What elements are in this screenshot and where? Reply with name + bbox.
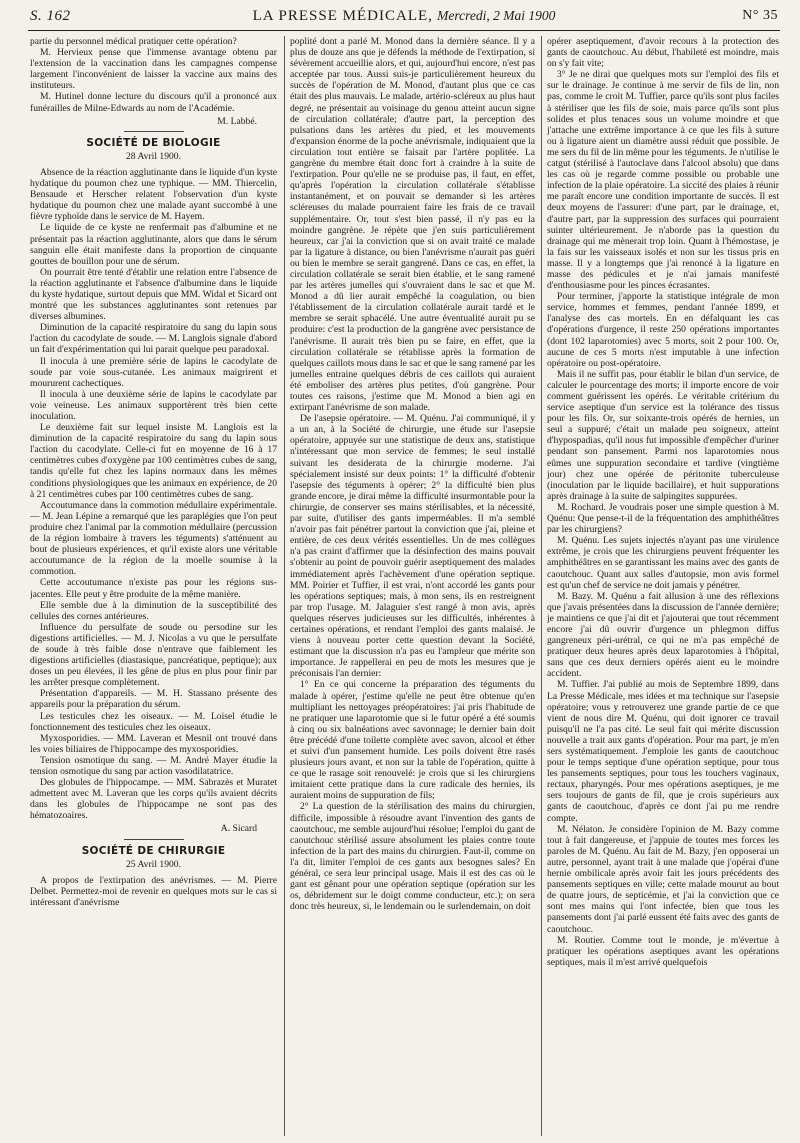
paragraph: M. Bazy. M. Quénu a fait allusion à une des réflexions que j'avais présentées dans la discussion de l'année dernière; je maintiens ce que j'ai dit et j'ajouterai que tout récemment encore j'ai dû ouvrir d'urgence un phlegmon diffus gangreneux péri-urétral, ce qui ne m'a pas empêché de pratiquer deux heures après deux laparotomies à l'hôpital, sans que ces deux derniers opérés aient eu le moindre accident. [547,590,779,680]
paragraph: Des globules de l'hippocampe. — MM. Sabrazès et Muratet admettent avec M. Laveran que les corps qu'ils avaient décrits dans les globules de l'hippocampe ne sont pas des hématozoaires. [30,777,277,822]
paragraph: M. Quénu. Les sujets injectés n'ayant pas une virulence extrême, je crois que les chirurgiens peuvent fréquenter les amphithéâtres en se garantissant les mains avec des gants de caoutchouc. Quant aux salles d'autopsie, mon avis formel est qu'un chef de service ne doit jamais y pénétrer. [547,535,779,591]
paragraph: M. Routier. Comme tout le monde, je m'évertue à pratiquer les opérations aseptiques avant les opérations septiques, mais il m'est arrivé quelquefois [547,934,779,968]
paragraph: Myxosporidies. — MM. Laveran et Mesnil ont trouvé dans les voies biliaires de l'hippocampe des myxosporidies. [30,732,277,755]
paragraph: Présentation d'appareils. — M. H. Stassano présente des appareils pour la préparation du sérum. [30,688,277,711]
section-separator [124,131,184,132]
signature: M. Labbé. [217,115,257,127]
paragraph: Influence du persulfate de soude ou persodine sur les digestions artificielles. — M. J. Nicolas a vu que le persulfate de soude à très faible dose n'entrave que faiblement les digestions artificielles (diastasique, pancréatique, peptique); aux doses un peu élevées, il les gêne de plus en plus pour finir par les arrêter presque complètement. [30,621,277,689]
header-rule [28,30,780,31]
column-divider [541,36,542,1136]
paragraph: M. Tuffier. J'ai publié au mois de Septembre 1899, dans La Presse Médicale, mes idées et ma technique sur l'asepsie opératoire; vous y retrouverez une grande partie de ce que vient de nous dire M. Quénu, qui doit ignorer ce travail puisqu'il ne l'a pas cité. Le seul fait qui mérite discussion nouvelle a trait aux gants d'opération. Pour ma part, je m'en sers systématiquement. J'emploie les gants de caoutchouc pour le temps septique d'une opération septique, pour tous les pansements septiques, pour tous les touchers vaginaux, rectaux, pharyngés. Pour mes opérations aseptiques, je me sers toujours de gants de fil, que je crois supérieurs aux gants de caoutchouc, d'après ce dont j'ai pu me rendre compte. [547,679,779,824]
paragraph: partie du personnel médical pratiquer cette opération? [30,36,237,47]
paragraph: M. Rochard. Je voudrais poser une simple question à M. Quénu: Que pense-t-il de la fréquentation des amphithéâtres par les chirurgiens? [547,501,779,536]
page-number: S. 162 [30,8,71,24]
section-heading: SOCIÉTÉ DE CHIRURGIE [81,844,226,857]
journal-title [30,8,778,25]
paragraph: opérer aseptiquement, d'avoir recours à la protection des gants de caoutchouc. Au début, l'habileté est moindre, mais on s'y fait vite; [547,36,779,70]
column-divider [284,36,285,1136]
paragraph: Diminution de la capacité respiratoire du sang du lapin sous l'action du cacodylate de soude. — M. Langlois signale d'abord un fait d'expérimentation qui lui parait quelque peu paradoxal. [30,322,277,356]
section-date: 28 Avril 1900. [126,150,181,162]
column-3 [547,36,779,1134]
paragraph: 3° Je ne dirai que quelques mots sur l'emploi des fils et sur le drainage. Je continue à me servir de fils de lin, non pas, comme le croit M. Tuffier, parce qu'ils sont plus faciles à stériliser que les fils de soie, mais parce qu'ils sont plus solides et plus tenaces sous un volume moindre et que j'attache une extrême importance à ce que les fils à suture ou à ligature aient un diamètre aussi réduit que possible. Je me sers du fil de lin même pour les téguments. Je n'utilise le catgut (stérilisé à l'autoclave dans l'alcool absolu) que dans les cas où je regarde comme possible ou probable une infection de la plaie opératoire. La siccité des plaies à réunir me paraît encore une condition importante de succès. Il est deux moyens de l'assurer: d'une part, par le drainage, et, d'autre part, par la suppression des surfaces qui pourraient suinter ultérieurement. Je n'aborde pas la question du drainage qui me mènerait trop loin. Quant à l'hémostase, je la fais sur les vaisseaux isolés et non sur les tissus pris en masse. Il y a longtemps que j'ai renoncé à la ligature en masse des pédicules et je n'ai jamais manifesté d'enthousiasme pour les pinces écrasantes. [547,69,779,292]
paragraph: Le liquide de ce kyste ne renfermait pas d'albumine et ne présentait pas la réaction agglutinante, alors que dans le sérum sanguin elle était manifeste dans la proportion de cinquante gouttes de bouillon pour une de sérum. [30,222,277,267]
paragraph: 1° En ce qui concerne la préparation des téguments du malade à opérer, j'estime qu'elle ne peut être obtenue qu'en multipliant les nettoyages préopératoires: j'ai pris l'habitude de ne pratiquer une laparotomie que si le futur opéré a été soumis à cinq ou six balnéations avec savonnage; le dernier bain doit être précédé d'une toilette complète avec savon, alcool et éther et suivi d'un pansement humide. Les poils doivent être rasés plusieurs jours avant, et non sur la table de l'opération, quitte à ce que le rasage soit renouvelé: je crois que si les chirurgiens imitaient cette pratique dans la cure radicale des hernies, ils auraient moins de suppuration de fils; [290,679,535,802]
paragraph: Les testicules chez les oiseaux. — M. Loisel étudie le fonctionnement des testicules chez les oiseaux. [30,710,277,733]
paragraph: On pourrait être tenté d'établir une relation entre l'absence de la réaction agglutinante et l'absence d'albumine dans le liquide du kyste hydatique, surtout depuis que MM. Widal et Sicard ont montré que les substances agglutinantes sont retenues par diverses albumines. [30,266,277,323]
paragraph: Mais il ne suffit pas, pour établir le bilan d'un service, de calculer le pourcentage des morts; il importe encore de voir comment guérissent les opérés. Le véritable critérium du service aseptique d'un service est la tolérance des tissus pour les fils. Or, sur soixante-trois opérés de hernies, un seul a suppuré; c'était un malade peu soigneux, atteint d'hypospadias, qu'il nous fut impossible d'empêcher d'uriner pendant son pansement. Parmi nos laparotomies nous eûmes une suppuration secondaire et tardive (vingtième jour) chez une opérée de péritonite tuberculeuse (inoculation par le liquide bacillaire), et huit suppurations après drainage à la suite de salpingites suppurées. [547,368,779,502]
paragraph: Il inocula à une deuxième série de lapins le cacodylate par voie veineuse. Les animaux supportèrent très bien cette inoculation. [30,388,277,422]
journal-name: LA PRESSE MÉDICALE, [252,8,433,24]
running-header [30,6,778,28]
paragraph: A propos de l'extirpation des anévrismes. — M. Pierre Delbet. Permettez-moi de revenir en quelques mots sur le cas si intéressant d'anévrisme [30,874,277,908]
paragraph: Pour terminer, j'apporte la statistique intégrale de mon service, hommes et femmes, pendant l'année 1899, et l'analyse des cas mortels. En en défalquant les cas d'opérations d'urgence, il reste 250 opérations importantes (dont 102 laparotomies) avec 5 morts, soit 2 pour 100. Or, aucune de ces 5 morts n'est imputable à une infection opératoire ou post-opératoire. [547,291,779,369]
column-2 [290,36,535,1134]
paragraph: De l'asepsie opératoire. — M. Quénu. J'ai communiqué, il y a un an, à la Société de chirurgie, une étude sur l'asepsie opératoire, appuyée sur une statistique de deux ans, statistique n'intéressant que mon service de femmes; le seul installé suivant les desiderata de la chirurgie moderne. J'ai spécialement insisté sur deux points: 1° la difficulté d'obtenir l'asepsie des téguments à opérer; 2° la difficulté bien plus grande encore, je dirai même la difficulté insurmontable pour la chirurgie, de conserver ses mains stérilisables, et la nécessité, par suite, d'utiliser des gants imperméables. Il m'a semblé n'avoir pas fait pénétrer partout la conviction que j'ai, pleine et entière, de ces deux vérités essentielles. Un de mes collègues n'a pas craint d'affirmer que la désinfection des mains pouvait s'obtenir au point de pouvoir guérir aseptiquement des malades immédiatement après l'achèvement d'une opération septique. MM. Poirier et Tuffier, il est vrai, n'ont accordé les gants pour les opérations septiques; mais, à mon sens, ils en restreignent par trop l'usage. M. Jalaguier s'est rangé à mon avis, après quelques réserves judicieuses sur les difficultés, inhérentes à certaines opérations, et rendant l'emploi des gants malaisé. Je viens à nouveau porter cette question devant la Société, estimant que la discussion n'a pas eu l'ampleur que mérite son importance. Je rappellerai en peu de mots les mesures que je préconisais l'an dernier: [290,413,535,680]
paragraph: Cette accoutumance n'existe pas pour les régions sus-jacentes. Elle peut y être produite de la même manière. [30,577,277,600]
paragraph: Il inocula à une première série de lapins le cacodylate de soude par voie sous-cutanée. Les animaux maigrirent et moururent cachectiques. [30,355,277,389]
paragraph: M. Hervieux pense que l'immense avantage obtenu par l'extension de la vaccination dans les campagnes compense largement l'inconvénient de laisser la vaccine aux mains des instituteurs. [30,47,277,92]
paragraph: Absence de la réaction agglutinante dans le liquide d'un kyste hydatique du poumon chez une typhique. — MM. Thiercelin, Bensaude et Herscher relatent l'observation d'un kyste hydatique du poumon chez une malade ayant succombé à une fièvre typhoïde dans le service de M. Hayem. [30,166,277,223]
section-date: 25 Avril 1900. [126,858,181,870]
column-1 [30,36,277,1134]
paragraph: M. Nélaton. Je considère l'opinion de M. Bazy comme tout à fait dangereuse, et j'appuie de toutes mes forces les paroles de M. Quénu. Au fait de M. Bazy, j'en opposerai un autre, personnel, ayant trait à une malade que j'opérai d'une hernie ombilicale après avoir fait les jours précédents des pansements septiques en ville; cette malade mourut au bout de quatre jours, de septicémie, et j'ai la conviction que ce sont mes mains qui l'ont infectée, bien que tous les pansements dont j'ai parlé eussent été faits avec des gants de caoutchouc. [547,823,779,935]
paragraph: Accoutumance dans la commotion médullaire expérimentale. — M. Jean Lépine a remarqué que les paraplégies que l'on peut produire chez l'animal par la commotion médullaire (percussion de la région lombaire à travers les téguments) s'atténuent au bout de plusieurs expériences, et qu'il existe alors une véritable accoutumance de la région de la moelle soumise à la commotion. [30,499,277,578]
paragraph: poplité dont a parlé M. Monod dans la dernière séance. Il y a plus de douze ans que je défends la méthode de l'extirpation, si sévèrement accueillie alors, et qui, aujourd'hui encore, n'est pas acceptée par tous. Aussi suis-je particulièrement heureux du succès de l'opération de M. Monod, d'autant plus que ce cas était des plus mauvais. Le malade, artério-scléreux au plus haut degré, ne présentait au voisinage du genou atteint aucun signe de circulation collatérale; d'autre part, la perception des pulsations dans les artères du pied, et les mouvements d'expansion énorme de la poche anévrismale, indiquaient que la circulation tout entière se faisait par l'artère poplitée. La gangrène du membre était donc fort à craindre à la suite de l'extirpation. Pour qu'elle ne se produise pas, il faut, en effet, qu'après l'opération la circulation collatérale s'établisse instantanément, et on pouvait se demander si les artères scléreuses du malade pourraient faire les frais de ce travail supplémentaire. Or, tout s'est bien passé, il n'y pas eu la moindre gangrène. Je répète que j'en suis particulièrement heureux, car j'ai la conviction que si on avait traité ce malade par la ligature à distance, ou bien l'anévrisme n'aurait pas guéri ou bien le membre se serait gangrené. Dans ce cas, en effet, la circulation collatérale se serait bien établie, et le sang ramené par les artères jumelles qui s'ouvraient dans le sac et que M. Monod a dû lier aurait empêché la coagulation, ou bien l'établissement de la circulation collatérale aurait tardé et le membre se serait sphacélé. Une autre éventualité aurait pu se produire: c'est la production de la gangrène avec persistance de l'anévrisme. Il aurait très bien pu se faire, en effet, que la circulation collatérale se rétablisse après la formation de quelques caillots mous dans le sac et que le sang ramené par les jumelles entraine quelques débris de ces caillots qui auraient été emboliser des artères plus petites, d'où gangrène. Pour toutes ces raisons, j'estime que M. Monod a bien agi en extirpant l'anévrisme de son malade. [290,36,535,414]
section-separator [124,839,184,840]
issue-date: Mercredi, 2 Mai 1900 [437,8,556,23]
paragraph: Elle semble due à la diminution de la susceptibilité des cellules des cornes antérieures. [30,599,277,622]
issue-number: N° 35 [742,8,778,23]
paragraph: 2° La question de la stérilisation des mains du chirurgien, difficile, impossible à résoudre avant l'invention des gants de caoutchouc, me semble aujourd'hui résolue; l'emploi du gant de caoutchouc stérilisé assure absolument les plaies contre toute infection de la part des mains du chirurgien. Faut-il, comme on l'a dit, limiter l'emploi de ces gants aux besognes sales? En général, ce sera leur principal usage. Mais il est des cas où le gant est gênant pour une opération septique (opération sur les os, débridement sur le doigt comme conducteur, etc.); on sera donc très heureux, si, le lendemain ou le surlendemain, on doit [290,801,535,913]
section-heading: SOCIÉTÉ DE BIOLOGIE [86,136,221,149]
signature: A. Sicard [220,823,257,835]
paragraph: M. Hutinel donne lecture du discours qu'il a prononcé aux funérailles de Milne-Edwards au nom de l'Académie. [30,91,277,114]
paragraph: Le deuxième fait sur lequel insiste M. Langlois est la diminution de la capacité respiratoire du sang du lapin sous l'action du cacodylate. Celle-ci fut en moyenne de 16 à 17 centimètres cubes d'oxygène par 100 centimètres cubes de sang, tandis qu'elle fut chez les lapins normaux dans les mêmes conditions physiologiques que les animaux en expérience, de 20 à 21 centimètres cubes par 100 centimètres cubes de sang. [30,422,277,500]
paragraph: Tension osmotique du sang. — M. André Mayer étudie la tension osmotique du sang par action vasodilatatrice. [30,754,277,777]
